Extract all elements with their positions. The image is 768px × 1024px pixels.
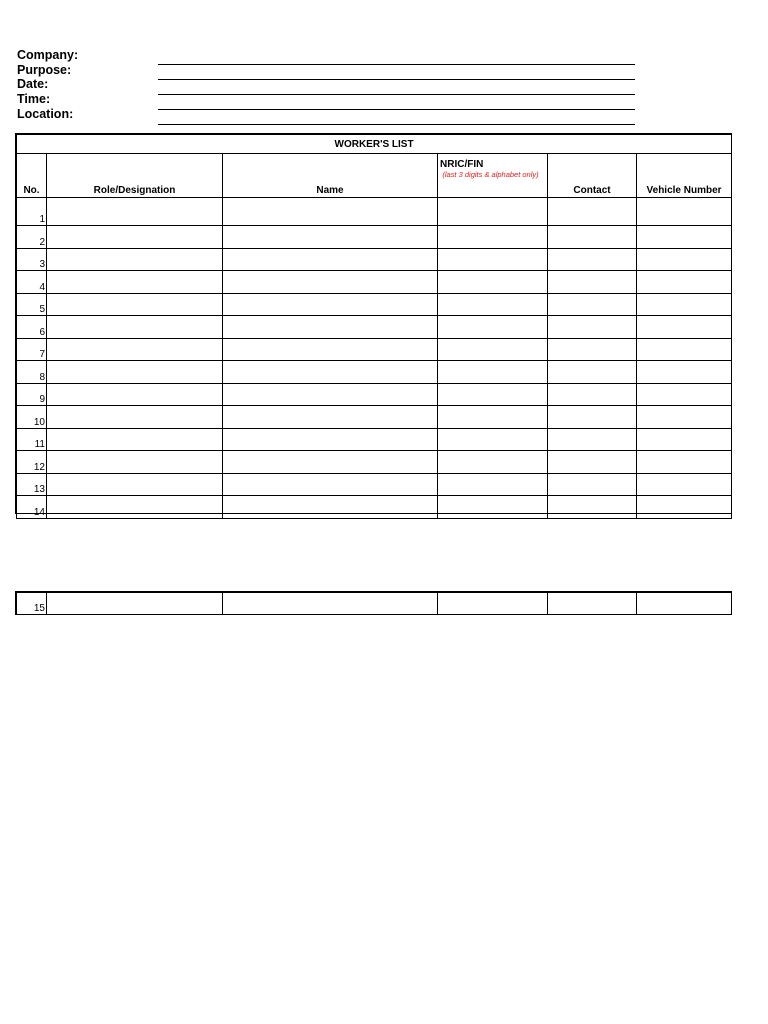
nric-note: (last 3 digits & alphabet only)	[442, 170, 539, 179]
workers-table	[16, 134, 732, 519]
contact-cell[interactable]	[548, 428, 637, 451]
vehicle-cell[interactable]	[637, 473, 732, 496]
col-header-name: Name	[223, 154, 438, 198]
name-cell[interactable]	[223, 361, 438, 384]
nric-cell[interactable]	[438, 361, 548, 384]
col-header-no: No.	[17, 154, 47, 198]
row-number: 3	[17, 248, 47, 271]
name-cell[interactable]	[223, 293, 438, 316]
nric-cell[interactable]	[438, 473, 548, 496]
purpose-field[interactable]	[158, 79, 635, 80]
contact-cell[interactable]	[548, 198, 637, 226]
name-cell[interactable]	[223, 338, 438, 361]
extra-row-table	[16, 592, 732, 615]
row-number: 11	[17, 428, 47, 451]
table-row	[17, 593, 732, 615]
vehicle-cell[interactable]	[637, 496, 732, 519]
row-number: 2	[17, 226, 47, 249]
nric-cell[interactable]	[438, 406, 548, 429]
role-cell[interactable]	[47, 361, 223, 384]
vehicle-cell[interactable]	[637, 593, 732, 615]
role-cell[interactable]	[47, 338, 223, 361]
nric-cell[interactable]	[438, 428, 548, 451]
name-cell[interactable]	[223, 198, 438, 226]
contact-cell[interactable]	[548, 226, 637, 249]
vehicle-cell[interactable]	[637, 226, 732, 249]
role-cell[interactable]	[47, 496, 223, 519]
vehicle-cell[interactable]	[637, 248, 732, 271]
company-field[interactable]	[158, 64, 635, 65]
contact-cell[interactable]	[548, 248, 637, 271]
contact-cell[interactable]	[548, 361, 637, 384]
nric-cell[interactable]	[438, 496, 548, 519]
company-label: Company:	[17, 48, 79, 62]
name-cell[interactable]	[223, 496, 438, 519]
role-cell[interactable]	[47, 271, 223, 294]
name-cell[interactable]	[223, 383, 438, 406]
vehicle-cell[interactable]	[637, 338, 732, 361]
contact-cell[interactable]	[548, 451, 637, 474]
nric-cell[interactable]	[438, 226, 548, 249]
table-row	[17, 428, 732, 451]
table-body	[17, 198, 732, 519]
col-header-contact: Contact	[548, 154, 637, 198]
row-number: 9	[17, 383, 47, 406]
name-cell[interactable]	[223, 428, 438, 451]
contact-cell[interactable]	[548, 593, 637, 615]
nric-cell[interactable]	[438, 593, 548, 615]
contact-cell[interactable]	[548, 316, 637, 339]
role-cell[interactable]	[47, 248, 223, 271]
name-cell[interactable]	[223, 316, 438, 339]
location-field[interactable]	[158, 124, 635, 125]
contact-cell[interactable]	[548, 406, 637, 429]
nric-cell[interactable]	[438, 316, 548, 339]
vehicle-cell[interactable]	[637, 383, 732, 406]
table-row	[17, 226, 732, 249]
name-cell[interactable]	[223, 271, 438, 294]
date-field[interactable]	[158, 94, 635, 95]
vehicle-cell[interactable]	[637, 293, 732, 316]
table-row	[17, 496, 732, 519]
row-number: 5	[17, 293, 47, 316]
table-row	[17, 316, 732, 339]
row-number: 1	[17, 198, 47, 226]
name-cell[interactable]	[223, 226, 438, 249]
row-number: 10	[17, 406, 47, 429]
nric-cell[interactable]	[438, 293, 548, 316]
table-row	[17, 473, 732, 496]
name-cell[interactable]	[223, 593, 438, 615]
role-cell[interactable]	[47, 198, 223, 226]
contact-cell[interactable]	[548, 473, 637, 496]
row-number: 8	[17, 361, 47, 384]
row-number: 7	[17, 338, 47, 361]
contact-cell[interactable]	[548, 496, 637, 519]
table-row	[17, 248, 732, 271]
role-cell[interactable]	[47, 593, 223, 615]
time-field[interactable]	[158, 109, 635, 110]
nric-cell[interactable]	[438, 383, 548, 406]
purpose-label: Purpose:	[17, 63, 72, 77]
table-row	[17, 293, 732, 316]
nric-cell[interactable]	[438, 451, 548, 474]
column-header-row	[17, 154, 732, 198]
role-cell[interactable]	[47, 316, 223, 339]
row-number: 12	[17, 451, 47, 474]
row-number: 6	[17, 316, 47, 339]
name-cell[interactable]	[223, 406, 438, 429]
table-row	[17, 383, 732, 406]
table-row	[17, 271, 732, 294]
table-row	[17, 451, 732, 474]
nric-label: NRIC/FIN	[440, 159, 484, 170]
row-number: 4	[17, 271, 47, 294]
role-cell[interactable]	[47, 383, 223, 406]
row-number: 15	[17, 593, 47, 615]
nric-cell[interactable]	[438, 248, 548, 271]
row-number: 13	[17, 473, 47, 496]
vehicle-cell[interactable]	[637, 428, 732, 451]
date-label: Date:	[17, 77, 49, 91]
name-cell[interactable]	[223, 248, 438, 271]
table-row	[17, 406, 732, 429]
time-label: Time:	[17, 92, 51, 106]
contact-cell[interactable]	[548, 383, 637, 406]
vehicle-cell[interactable]	[637, 451, 732, 474]
contact-cell[interactable]	[548, 338, 637, 361]
nric-cell[interactable]	[438, 271, 548, 294]
row-number: 14	[17, 496, 47, 519]
role-cell[interactable]	[47, 406, 223, 429]
role-cell[interactable]	[47, 473, 223, 496]
nric-cell[interactable]	[438, 198, 548, 226]
vehicle-cell[interactable]	[637, 406, 732, 429]
col-header-vehicle: Vehicle Number	[637, 154, 732, 198]
name-cell[interactable]	[223, 473, 438, 496]
vehicle-cell[interactable]	[637, 198, 732, 226]
col-header-role: Role/Designation	[47, 154, 223, 198]
col-header-nric	[438, 154, 548, 198]
location-label: Location:	[17, 107, 74, 121]
name-cell[interactable]	[223, 451, 438, 474]
role-cell[interactable]	[47, 293, 223, 316]
vehicle-cell[interactable]	[637, 361, 732, 384]
role-cell[interactable]	[47, 451, 223, 474]
table-title: WORKER'S LIST	[17, 135, 732, 154]
role-cell[interactable]	[47, 226, 223, 249]
contact-cell[interactable]	[548, 271, 637, 294]
table-row	[17, 361, 732, 384]
vehicle-cell[interactable]	[637, 271, 732, 294]
table-row	[17, 338, 732, 361]
nric-cell[interactable]	[438, 338, 548, 361]
vehicle-cell[interactable]	[637, 316, 732, 339]
contact-cell[interactable]	[548, 293, 637, 316]
role-cell[interactable]	[47, 428, 223, 451]
table-row	[17, 198, 732, 226]
